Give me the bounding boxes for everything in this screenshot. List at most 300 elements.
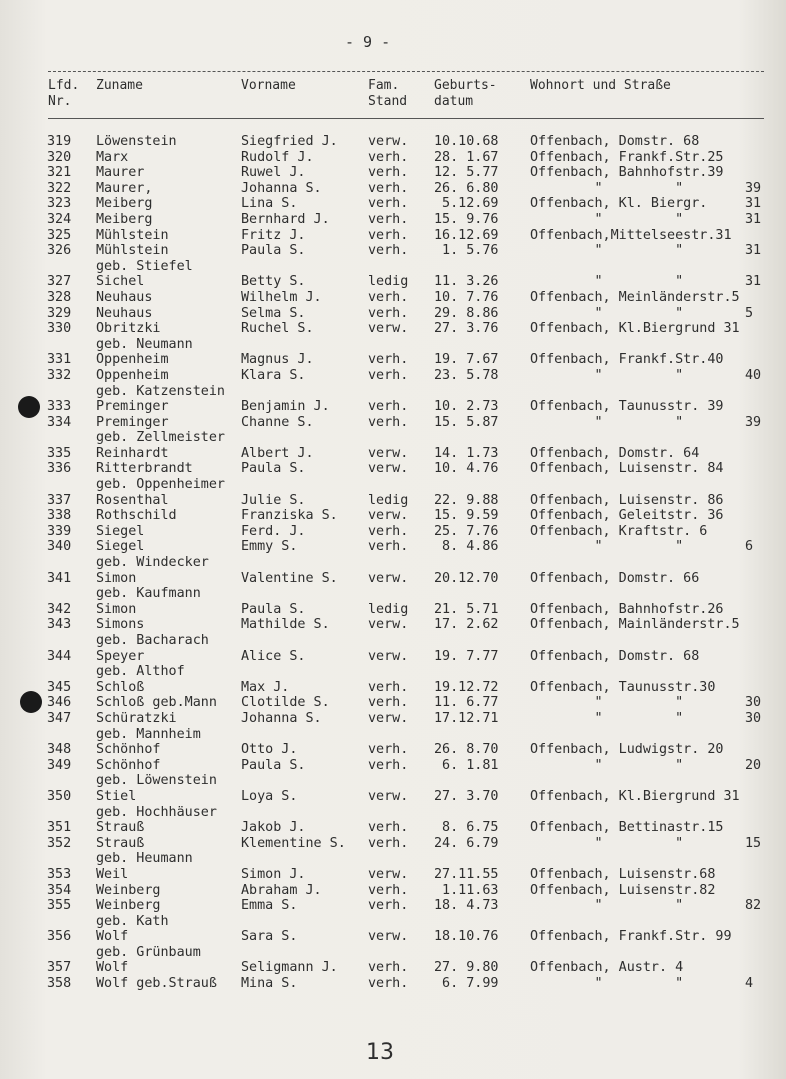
maiden-name: geb. Löwenstein: [96, 773, 217, 789]
table-row: [0, 617, 786, 633]
residence: Offenbach, Kl.Biergrund 31: [530, 788, 740, 804]
maiden-name-row: [0, 945, 786, 961]
house-number: 31: [745, 211, 762, 227]
entry-number: 345: [47, 679, 72, 695]
residence: Offenbach, Domstr. 68: [530, 134, 700, 149]
surname: Marx: [96, 149, 129, 165]
residence: Offenbach, Frankf.Str. 99: [530, 929, 732, 945]
marital-status: verh.: [368, 289, 409, 305]
birth-date: 18. 4.73: [434, 898, 499, 914]
entry-number: 322: [47, 180, 72, 196]
maiden-name: geb. Hochhäuser: [96, 804, 217, 820]
marital-status: verh.: [368, 976, 409, 992]
marital-status: verw.: [368, 866, 409, 882]
first-name: Loya S.: [241, 788, 298, 804]
table-row: [0, 524, 786, 540]
header-rule-top: [48, 71, 764, 72]
birth-date: 19. 7.67: [434, 352, 499, 368]
birth-date: 6. 1.81: [434, 757, 499, 773]
maiden-name-row: [0, 773, 786, 789]
surname: Stiel: [96, 788, 137, 804]
table-row: [0, 399, 786, 415]
house-number: 4: [745, 976, 754, 992]
house-number: 82: [745, 898, 762, 914]
surname: Mühlstein: [96, 243, 169, 259]
surname: Weinberg: [96, 882, 161, 898]
surname: Wolf geb.Strauß: [96, 976, 217, 992]
entry-number: 344: [47, 648, 72, 664]
first-name: Siegfried J.: [241, 134, 338, 149]
house-number: 30: [745, 695, 762, 711]
first-name: Klementine S.: [241, 835, 346, 851]
first-name: Paula S.: [241, 461, 306, 477]
marital-status: verh.: [368, 882, 409, 898]
marital-status: verh.: [368, 367, 409, 383]
maiden-name: geb. Zellmeister: [96, 430, 225, 446]
marital-status: verw.: [368, 445, 409, 461]
residence: " ": [530, 757, 684, 773]
birth-date: 23. 5.78: [434, 367, 499, 383]
maiden-name-row: [0, 384, 786, 400]
residence: " ": [530, 539, 684, 555]
house-number: 31: [745, 243, 762, 259]
first-name: Ruwel J.: [241, 165, 306, 181]
maiden-name-row: [0, 633, 786, 649]
residence: Offenbach, Kraftstr. 6: [530, 523, 708, 539]
table-row: [0, 883, 786, 899]
marital-status: verh.: [368, 211, 409, 227]
page-number: - 9 -: [345, 33, 391, 51]
entry-number: 340: [47, 539, 72, 555]
marital-status: verw.: [368, 788, 409, 804]
maiden-name-row: [0, 851, 786, 867]
first-name: Franziska S.: [241, 508, 338, 524]
birth-date: 19.12.72: [434, 679, 499, 695]
table-row: [0, 446, 786, 462]
birth-date: 11. 6.77: [434, 695, 499, 711]
residence: " ": [530, 695, 684, 711]
surname: Löwenstein: [96, 134, 177, 149]
header-fam: Fam.: [368, 78, 400, 93]
entry-number: 350: [47, 788, 72, 804]
birth-date: 15. 9.59: [434, 508, 499, 524]
first-name: Sara S.: [241, 929, 298, 945]
birth-date: 15. 5.87: [434, 414, 499, 430]
entry-number: 348: [47, 742, 72, 758]
maiden-name-row: [0, 555, 786, 571]
first-name: Fritz J.: [241, 227, 306, 243]
surname: Oppenheim: [96, 352, 169, 368]
header-lfd: Lfd.: [48, 78, 80, 93]
residence: " ": [530, 898, 684, 914]
birth-date: 28. 1.67: [434, 149, 499, 165]
table-row: [0, 602, 786, 618]
first-name: Emmy S.: [241, 539, 298, 555]
table-row: [0, 867, 786, 883]
table-row: [0, 415, 786, 431]
birth-date: 8. 4.86: [434, 539, 499, 555]
birth-date: 10. 2.73: [434, 399, 499, 415]
residence: " ": [530, 180, 684, 196]
entry-number: 353: [47, 866, 72, 882]
residence: Offenbach, Bahnhofstr.39: [530, 165, 724, 181]
first-name: Wilhelm J.: [241, 289, 322, 305]
surname: Rosenthal: [96, 492, 169, 508]
entry-number: 336: [47, 461, 72, 477]
first-name: Julie S.: [241, 492, 306, 508]
residence: " ": [530, 835, 684, 851]
table-row: [0, 461, 786, 477]
birth-date: 21. 5.71: [434, 601, 499, 617]
residence: Offenbach, Taunusstr. 39: [530, 399, 724, 415]
entry-number: 339: [47, 523, 72, 539]
table-row: [0, 181, 786, 197]
table-row: [0, 290, 786, 306]
marital-status: verh.: [368, 960, 409, 976]
first-name: Johanna S.: [241, 180, 322, 196]
marital-status: ledig: [368, 492, 409, 508]
table-row: [0, 695, 786, 711]
maiden-name-row: [0, 805, 786, 821]
residence: Offenbach, Kl.Biergrund 31: [530, 321, 740, 337]
residence: " ": [530, 710, 684, 726]
residence: Offenbach, Luisenstr.82: [530, 882, 716, 898]
residence: Offenbach, Kl. Biergr.: [530, 196, 708, 212]
house-number: 30: [745, 710, 762, 726]
marital-status: verh.: [368, 243, 409, 259]
surname: Schloß geb.Mann: [96, 695, 217, 711]
maiden-name-row: [0, 477, 786, 493]
marital-status: verw.: [368, 570, 409, 586]
entry-number: 349: [47, 757, 72, 773]
marital-status: verh.: [368, 679, 409, 695]
birth-date: 17. 2.62: [434, 617, 499, 633]
birth-date: 18.10.76: [434, 929, 499, 945]
entry-number: 351: [47, 820, 72, 836]
first-name: Seligmann J.: [241, 960, 338, 976]
residence: " ": [530, 367, 684, 383]
marital-status: verh.: [368, 539, 409, 555]
table-row: [0, 368, 786, 384]
residence: " ": [530, 274, 684, 290]
surname: Weil: [96, 866, 129, 882]
marital-status: verh.: [368, 227, 409, 243]
marital-status: verw.: [368, 617, 409, 633]
entry-number: 355: [47, 898, 72, 914]
first-name: Simon J.: [241, 866, 306, 882]
surname: Obritzki: [96, 321, 161, 337]
first-name: Ruchel S.: [241, 321, 314, 337]
maiden-name: geb. Bacharach: [96, 633, 209, 648]
birth-date: 8. 6.75: [434, 820, 499, 836]
birth-date: 24. 6.79: [434, 835, 499, 851]
residence: " ": [530, 976, 684, 992]
header-rule-bottom: [48, 118, 764, 119]
residence: Offenbach, Geleitstr. 36: [530, 508, 724, 524]
maiden-name: geb. Kaufmann: [96, 586, 201, 602]
header-vorname: Vorname: [241, 78, 296, 93]
table-row: [0, 898, 786, 914]
maiden-name-row: [0, 727, 786, 743]
birth-date: 26. 8.70: [434, 742, 499, 758]
first-name: Magnus J.: [241, 352, 314, 368]
table-row: [0, 134, 786, 150]
residence: " ": [530, 243, 684, 259]
birth-date: 19. 7.77: [434, 648, 499, 664]
surname: Weinberg: [96, 898, 161, 914]
table-row: [0, 742, 786, 758]
table-row: [0, 960, 786, 976]
entry-number: 337: [47, 492, 72, 508]
residence: Offenbach, Domstr. 68: [530, 648, 700, 664]
header-nr: Nr.: [48, 94, 72, 109]
marital-status: verh.: [368, 414, 409, 430]
surname: Siegel: [96, 539, 145, 555]
first-name: Channe S.: [241, 414, 314, 430]
birth-date: 29. 8.86: [434, 305, 499, 321]
table-row: [0, 836, 786, 852]
residence: Offenbach, Domstr. 64: [530, 445, 700, 461]
house-number: 31: [745, 196, 762, 212]
maiden-name: geb. Kath: [96, 913, 169, 929]
header-stand: Stand: [368, 94, 408, 109]
table-row: [0, 680, 786, 696]
maiden-name: geb. Grünbaum: [96, 944, 201, 960]
marital-status: verw.: [368, 929, 409, 945]
entry-number: 327: [47, 274, 72, 290]
house-number: 20: [745, 757, 762, 773]
table-row: [0, 758, 786, 774]
table-row: [0, 321, 786, 337]
surname: Wolf: [96, 929, 129, 945]
surname: Neuhaus: [96, 305, 153, 321]
marital-status: verw.: [368, 710, 409, 726]
entry-number: 356: [47, 929, 72, 945]
first-name: Valentine S.: [241, 570, 338, 586]
birth-date: 20.12.70: [434, 570, 499, 586]
entry-number: 346: [47, 695, 72, 711]
entry-number: 343: [47, 617, 72, 633]
entry-number: 358: [47, 976, 72, 992]
residence: " ": [530, 211, 684, 227]
header-datum: datum: [434, 94, 474, 109]
first-name: Max J.: [241, 679, 290, 695]
marital-status: verh.: [368, 835, 409, 851]
entry-number: 352: [47, 835, 72, 851]
maiden-name-row: [0, 586, 786, 602]
surname: Oppenheim: [96, 367, 169, 383]
marital-status: verh.: [368, 523, 409, 539]
marital-status: verh.: [368, 695, 409, 711]
table-row: [0, 212, 786, 228]
residence: Offenbach, Domstr. 66: [530, 570, 700, 586]
maiden-name: geb. Heumann: [96, 851, 193, 867]
house-number: 39: [745, 414, 762, 430]
punch-hole: [20, 691, 42, 713]
residence: Offenbach, Ludwigstr. 20: [530, 742, 724, 758]
table-row: [0, 976, 786, 992]
entry-number: 332: [47, 367, 72, 383]
table-row: [0, 649, 786, 665]
table-row: [0, 820, 786, 836]
table-row: [0, 228, 786, 244]
birth-date: 12. 5.77: [434, 165, 499, 181]
birth-date: 25. 7.76: [434, 523, 499, 539]
residence: Offenbach, Mainländerstr.5: [530, 617, 740, 633]
marital-status: verw.: [368, 648, 409, 664]
birth-date: 26. 6.80: [434, 180, 499, 196]
entry-number: 323: [47, 196, 72, 212]
first-name: Mathilde S.: [241, 617, 330, 633]
first-name: Johanna S.: [241, 710, 322, 726]
table-row: [0, 539, 786, 555]
marital-status: verh.: [368, 165, 409, 181]
header-wohnort: Wohnort und Straße: [530, 78, 671, 93]
table-row: [0, 493, 786, 509]
surname: Schloß: [96, 679, 145, 695]
birth-date: 1.11.63: [434, 882, 499, 898]
entry-number: 341: [47, 570, 72, 586]
first-name: Selma S.: [241, 305, 306, 321]
maiden-name: geb. Katzenstein: [96, 383, 225, 399]
first-name: Benjamin J.: [241, 399, 330, 415]
residence: Offenbach, Bettinastr.15: [530, 820, 724, 836]
house-number: 15: [745, 835, 762, 851]
birth-date: 16.12.69: [434, 227, 499, 243]
surname: Wolf: [96, 960, 129, 976]
register-table: [0, 134, 786, 992]
surname: Maurer: [96, 165, 145, 181]
first-name: Rudolf J.: [241, 149, 314, 165]
marital-status: verw.: [368, 321, 409, 337]
residence: Offenbach,Mittelseestr.31: [530, 227, 732, 243]
entry-number: 330: [47, 321, 72, 337]
entry-number: 324: [47, 211, 72, 227]
birth-date: 27. 3.70: [434, 788, 499, 804]
first-name: Betty S.: [241, 274, 306, 290]
maiden-name: geb. Stiefel: [96, 258, 193, 274]
marital-status: verh.: [368, 149, 409, 165]
maiden-name-row: [0, 914, 786, 930]
residence: Offenbach, Luisenstr. 86: [530, 492, 724, 508]
surname: Simon: [96, 601, 137, 617]
residence: Offenbach, Frankf.Str.40: [530, 352, 724, 368]
first-name: Otto J.: [241, 742, 298, 758]
surname: Reinhardt: [96, 445, 169, 461]
birth-date: 27.11.55: [434, 866, 499, 882]
table-row: [0, 150, 786, 166]
entry-number: 326: [47, 243, 72, 259]
entry-number: 329: [47, 305, 72, 321]
birth-date: 10. 4.76: [434, 461, 499, 477]
first-name: Mina S.: [241, 976, 298, 992]
first-name: Abraham J.: [241, 882, 322, 898]
surname: Schüratzki: [96, 710, 177, 726]
entry-number: 347: [47, 710, 72, 726]
entry-number: 333: [47, 399, 72, 415]
first-name: Jakob J.: [241, 820, 306, 836]
birth-date: 5.12.69: [434, 196, 499, 212]
first-name: Paula S.: [241, 243, 306, 259]
residence: Offenbach, Frankf.Str.25: [530, 149, 724, 165]
marital-status: verh.: [368, 399, 409, 415]
entry-number: 331: [47, 352, 72, 368]
entry-number: 342: [47, 601, 72, 617]
marital-status: ledig: [368, 274, 409, 290]
first-name: Clotilde S.: [241, 695, 330, 711]
table-row: [0, 243, 786, 259]
residence: Offenbach, Luisenstr. 84: [530, 461, 724, 477]
surname: Meiberg: [96, 196, 153, 212]
maiden-name: geb. Oppenheimer: [96, 477, 225, 493]
first-name: Paula S.: [241, 757, 306, 773]
maiden-name: geb. Althof: [96, 664, 185, 680]
residence: Offenbach, Meinländerstr.5: [530, 289, 740, 305]
footer-number: 13: [366, 1040, 394, 1065]
entry-number: 357: [47, 960, 72, 976]
punch-hole: [18, 396, 40, 418]
entry-number: 335: [47, 445, 72, 461]
marital-status: verh.: [368, 352, 409, 368]
surname: Simon: [96, 570, 137, 586]
birth-date: 11. 3.26: [434, 274, 499, 290]
table-row: [0, 929, 786, 945]
marital-status: verh.: [368, 898, 409, 914]
house-number: 6: [745, 539, 754, 555]
first-name: Alice S.: [241, 648, 306, 664]
birth-date: 10. 7.76: [434, 289, 499, 305]
birth-date: 14. 1.73: [434, 445, 499, 461]
surname: Rothschild: [96, 508, 177, 524]
marital-status: verh.: [368, 820, 409, 836]
first-name: Lina S.: [241, 196, 298, 212]
residence: Offenbach, Bahnhofstr.26: [530, 601, 724, 617]
residence: Offenbach, Luisenstr.68: [530, 866, 716, 882]
surname: Strauß: [96, 835, 145, 851]
entry-number: 354: [47, 882, 72, 898]
house-number: 5: [745, 305, 754, 321]
table-row: [0, 165, 786, 181]
marital-status: verh.: [368, 196, 409, 212]
surname: Siegel: [96, 523, 145, 539]
house-number: 31: [745, 274, 762, 290]
residence: " ": [530, 305, 684, 321]
entry-number: 320: [47, 149, 72, 165]
residence: Offenbach, Taunusstr.30: [530, 679, 716, 695]
surname: Sichel: [96, 274, 145, 290]
maiden-name: geb. Mannheim: [96, 726, 201, 742]
table-row: [0, 306, 786, 322]
table-row: [0, 711, 786, 727]
table-row: [0, 196, 786, 212]
surname: Preminger: [96, 399, 169, 415]
surname: Ritterbrandt: [96, 461, 193, 477]
birth-date: 27. 9.80: [434, 960, 499, 976]
house-number: 39: [745, 180, 762, 196]
first-name: Emma S.: [241, 898, 298, 914]
surname: Schönhof: [96, 742, 161, 758]
entry-number: 321: [47, 165, 72, 181]
birth-date: 1. 5.76: [434, 243, 499, 259]
header-geburts: Geburts-: [434, 78, 497, 93]
marital-status: verh.: [368, 305, 409, 321]
maiden-name-row: [0, 259, 786, 275]
birth-date: 6. 7.99: [434, 976, 499, 992]
birth-date: 10.10.68: [434, 134, 499, 149]
marital-status: verw.: [368, 134, 409, 149]
entry-number: 338: [47, 508, 72, 524]
surname: Speyer: [96, 648, 145, 664]
